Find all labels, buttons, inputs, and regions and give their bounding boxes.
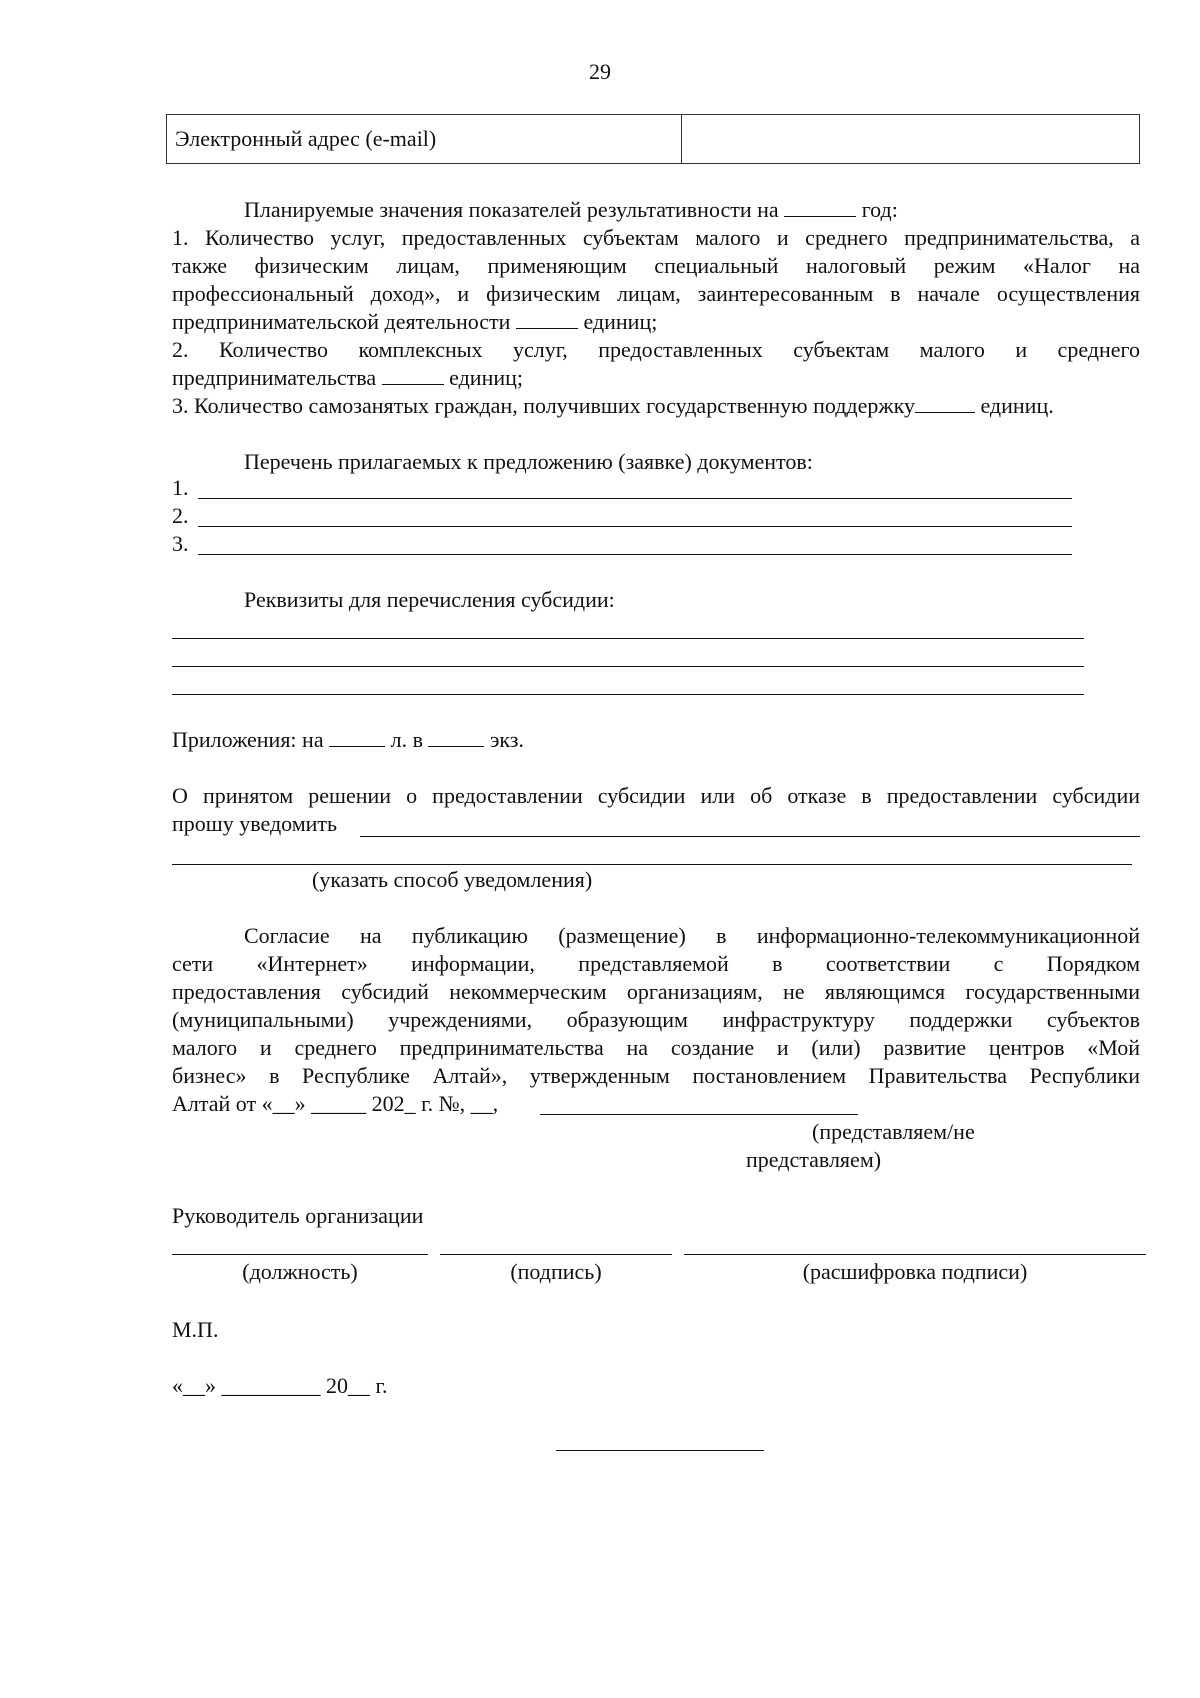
consent-caption-2: представляем) [746,1147,882,1172]
consent-line-1: Согласие на публикацию (размещение) в информационно-телекоммуникационной [244,923,1140,948]
requisites-line-2[interactable] [172,666,1084,667]
page-number: 29 [589,59,611,84]
notification-method-line-2[interactable] [172,864,1132,865]
notification-method-line-1[interactable] [360,836,1140,837]
notification-line-2: прошу уведомить [172,811,338,836]
year-blank[interactable] [784,196,856,217]
indicator-2-line-1: 2. Количество комплексных услуг, предоставленных субъектам малого и среднего [172,337,1140,362]
document-3-line[interactable] [198,554,1072,555]
consent-caption-1: (представляем/не [812,1119,975,1144]
indicator-1-line-1: 1. Количество услуг, предоставленных субъектам малого и среднего предпринимательства, а [172,225,1140,250]
decoding-caption: (расшифровка подписи) [802,1259,1028,1284]
head-title: Руководитель организации [172,1203,424,1228]
decoding-line[interactable] [684,1254,1146,1255]
document-1-number: 1. [172,475,189,500]
consent-line-6: бизнес» в Республике Алтай», утвержденным постановлением Правительства Республики [172,1063,1140,1088]
consent-line-2: сети «Интернет» информации, представляемой в соответствии с Порядком [172,951,1140,976]
consent-choice-line[interactable] [540,1114,858,1115]
requisites-line-1[interactable] [172,638,1084,639]
consent-line-7: Алтай от «__» _____ 202_ г. №, __, [172,1091,499,1116]
indicators-heading: Планируемые значения показателей результативности на год: [244,197,898,222]
consent-line-5: малого и среднего предпринимательства на создание и (или) развитие центров «Мой [172,1035,1140,1060]
indicator-2-line-2: предпринимательства единиц; [172,365,524,390]
document-1-line[interactable] [198,498,1072,499]
signature-caption: (подпись) [510,1259,602,1284]
position-line[interactable] [172,1254,428,1255]
indicator-3: 3. Количество самозанятых граждан, получивших государственную поддержку единиц. [172,393,1054,418]
services-count-blank[interactable] [516,308,578,329]
requisites-line-3[interactable] [172,694,1084,695]
copies-blank[interactable] [428,726,484,747]
self-employed-blank[interactable] [915,392,975,413]
attachments-line: Приложения: на л. в экз. [172,727,524,752]
position-caption: (должность) [242,1259,358,1284]
documents-heading: Перечень прилагаемых к предложению (заявке) документов: [244,449,813,474]
indicator-1-line-2: также физическим лицам, применяющим специальный налоговый режим «Налог на [172,253,1140,278]
document-2-line[interactable] [198,526,1072,527]
signature-line[interactable] [440,1254,672,1255]
complex-services-blank[interactable] [382,364,444,385]
document-3-number: 3. [172,531,189,556]
consent-line-3: предоставления субсидий некоммерческим организациям, не являющимся государственными [172,979,1140,1004]
email-table [166,114,1140,164]
notification-line-1: О принятом решении о предоставлении субсидии или об отказе в предоставлении субсидии [172,783,1140,808]
pages-blank[interactable] [329,726,385,747]
end-separator [556,1450,764,1451]
requisites-heading: Реквизиты для перечисления субсидии: [244,587,615,612]
email-label: Электронный адрес (e-mail) [167,115,682,163]
indicator-1-line-4: предпринимательской деятельности единиц; [172,309,658,334]
stamp-label: М.П. [172,1317,219,1342]
date-line: «__» _________ 20__ г. [172,1373,388,1398]
indicator-1-line-3: профессиональный доход», и физическим лицам, заинтересованным в начале осуществления [172,281,1140,306]
notification-caption: (указать способ уведомления) [312,867,593,892]
document-2-number: 2. [172,503,189,528]
consent-line-4: (муниципальными) учреждениями, образующим инфраструктуру поддержки субъектов [172,1007,1140,1032]
email-value-cell[interactable] [682,115,1139,163]
